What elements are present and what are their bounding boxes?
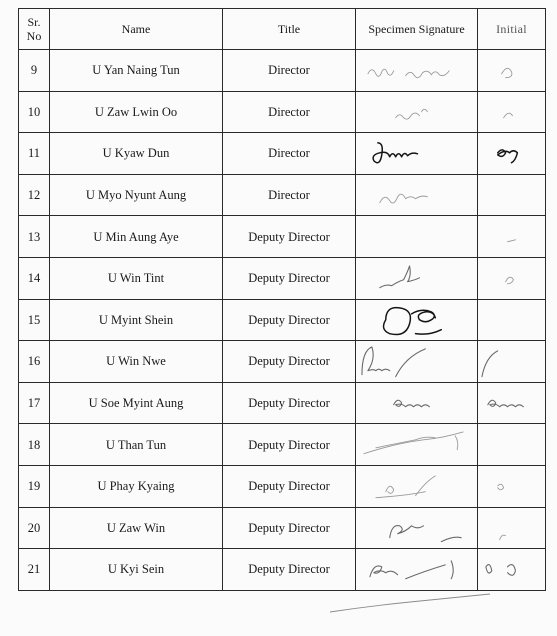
initial-cell — [478, 382, 546, 424]
initial-cell — [478, 216, 546, 258]
table-row — [19, 50, 546, 92]
table-header-row — [19, 9, 546, 50]
signature-cell — [356, 424, 478, 466]
row-name: U Kyi Sein — [50, 549, 223, 591]
initial-cell — [478, 50, 546, 92]
signature-cell — [356, 465, 478, 507]
row-title: Deputy Director — [223, 257, 356, 299]
initial-cell — [478, 91, 546, 133]
row-name: U Myint Shein — [50, 299, 223, 341]
handwritten-signature-image — [356, 258, 477, 299]
initial-cell — [478, 299, 546, 341]
signature-cell — [356, 299, 478, 341]
handwritten-signature-image — [356, 50, 477, 91]
handwritten-initial-image — [478, 508, 545, 549]
row-number: 20 — [19, 507, 50, 549]
initial-cell — [478, 133, 546, 175]
table-row — [19, 507, 546, 549]
header-title: Title — [223, 9, 356, 50]
table-row — [19, 424, 546, 466]
table-row — [19, 465, 546, 507]
row-name: U Min Aung Aye — [50, 216, 223, 258]
handwritten-signature-image — [356, 549, 477, 590]
row-title: Deputy Director — [223, 507, 356, 549]
initial-cell — [478, 424, 546, 466]
row-title: Director — [223, 50, 356, 92]
row-number: 12 — [19, 174, 50, 216]
signature-cell — [356, 549, 478, 591]
specimen-signature-table — [18, 8, 546, 591]
row-number: 13 — [19, 216, 50, 258]
signature-cell — [356, 507, 478, 549]
row-title: Deputy Director — [223, 465, 356, 507]
table-row — [19, 382, 546, 424]
row-number: 14 — [19, 257, 50, 299]
header-specimen-signature: Specimen Signature — [356, 9, 478, 50]
initial-cell — [478, 341, 546, 383]
initial-cell — [478, 465, 546, 507]
handwritten-signature-image — [356, 92, 477, 133]
header-sr-no — [19, 9, 50, 50]
handwritten-signature-image — [356, 508, 477, 549]
row-name: U Win Tint — [50, 257, 223, 299]
row-name: U Soe Myint Aung — [50, 382, 223, 424]
row-number: 9 — [19, 50, 50, 92]
handwritten-initial-image — [478, 92, 545, 133]
row-number: 17 — [19, 382, 50, 424]
row-title: Director — [223, 91, 356, 133]
initial-cell — [478, 174, 546, 216]
header-name: Name — [50, 9, 223, 50]
row-number: 21 — [19, 549, 50, 591]
signature-cell — [356, 216, 478, 258]
initial-cell — [478, 257, 546, 299]
table-row — [19, 549, 546, 591]
initial-cell — [478, 507, 546, 549]
table-row — [19, 174, 546, 216]
handwritten-signature-image — [356, 424, 477, 465]
row-number: 18 — [19, 424, 50, 466]
handwritten-initial-image — [478, 549, 545, 590]
handwritten-initial-image — [478, 341, 545, 382]
row-number: 11 — [19, 133, 50, 175]
signature-cell — [356, 341, 478, 383]
row-title: Deputy Director — [223, 549, 356, 591]
row-name: U Zaw Lwin Oo — [50, 91, 223, 133]
handwritten-initial-image — [478, 383, 545, 424]
table-row — [19, 216, 546, 258]
row-title: Director — [223, 174, 356, 216]
handwritten-initial-image — [478, 258, 545, 299]
row-number: 16 — [19, 341, 50, 383]
row-title: Deputy Director — [223, 341, 356, 383]
table-row — [19, 91, 546, 133]
row-name: U Than Tun — [50, 424, 223, 466]
row-name: U Kyaw Dun — [50, 133, 223, 175]
signature-overflow-stroke — [320, 590, 520, 630]
handwritten-initial-image — [478, 50, 545, 91]
header-sr-no-label: Sr. No — [26, 15, 42, 43]
row-title: Deputy Director — [223, 382, 356, 424]
handwritten-initial-image — [478, 466, 545, 507]
signature-cell — [356, 133, 478, 175]
handwritten-signature-image — [356, 175, 477, 216]
row-name: U Myo Nyunt Aung — [50, 174, 223, 216]
table-row — [19, 299, 546, 341]
signature-cell — [356, 174, 478, 216]
row-number: 19 — [19, 465, 50, 507]
row-number: 15 — [19, 299, 50, 341]
row-title: Deputy Director — [223, 216, 356, 258]
row-name: U Yan Naing Tun — [50, 50, 223, 92]
signature-cell — [356, 257, 478, 299]
table-row — [19, 133, 546, 175]
initial-cell — [478, 549, 546, 591]
handwritten-signature-image — [356, 300, 477, 341]
row-name: U Win Nwe — [50, 341, 223, 383]
handwritten-signature-image — [356, 466, 477, 507]
row-title: Deputy Director — [223, 299, 356, 341]
table-row — [19, 341, 546, 383]
handwritten-signature-image — [356, 341, 477, 382]
row-name: U Phay Kyaing — [50, 465, 223, 507]
handwritten-signature-image — [356, 383, 477, 424]
handwritten-initial-image — [478, 133, 545, 174]
signature-cell — [356, 50, 478, 92]
handwritten-initial-image — [478, 216, 545, 257]
header-initial: Initial — [478, 9, 546, 50]
table-row — [19, 257, 546, 299]
row-number: 10 — [19, 91, 50, 133]
handwritten-signature-image — [356, 133, 477, 174]
signature-cell — [356, 382, 478, 424]
signature-cell — [356, 91, 478, 133]
row-title: Deputy Director — [223, 424, 356, 466]
row-title: Director — [223, 133, 356, 175]
row-name: U Zaw Win — [50, 507, 223, 549]
